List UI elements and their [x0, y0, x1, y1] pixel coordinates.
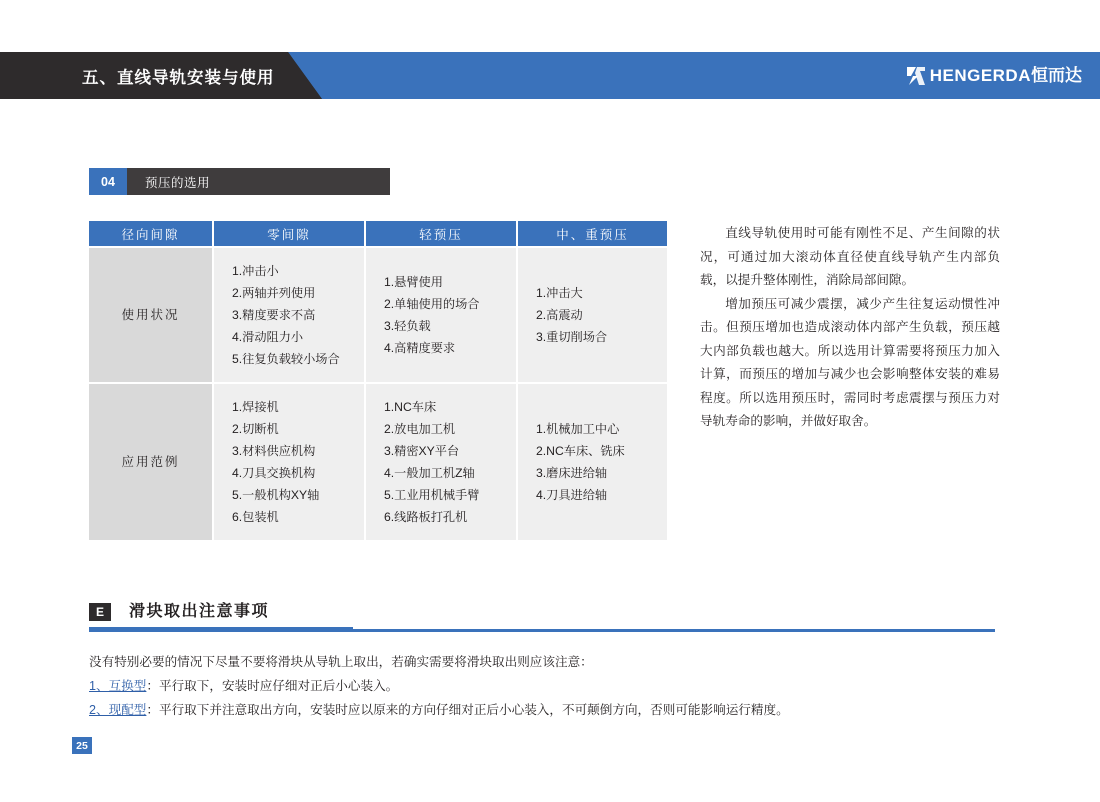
cell-line: 5.工业用机械手臂: [384, 488, 480, 502]
table-row: [89, 383, 667, 540]
table-header-cell: 径向间隙: [89, 221, 213, 247]
table-row: [89, 247, 667, 383]
note-item-2: [89, 698, 989, 722]
cell-line: 3.材料供应机构: [232, 444, 316, 458]
subsection-badge: E: [89, 603, 111, 621]
cell-line: 4.滑动阻力小: [232, 330, 304, 344]
cell-line: 4.高精度要求: [384, 341, 456, 355]
section-header-bar: [89, 168, 390, 195]
brand-logo: [905, 65, 1082, 87]
cell-line: 1.焊接机: [232, 400, 279, 414]
cell-line: 1.冲击小: [232, 264, 279, 278]
page-number: 25: [72, 737, 92, 754]
table-header-cell: 中、重预压: [517, 221, 667, 247]
cell-line: 5.往复负载较小场合: [232, 352, 340, 366]
cell-line: 4.刀具交换机构: [232, 466, 316, 480]
cell-line: 2.两轴并列使用: [232, 286, 316, 300]
cell-line: 1.悬臂使用: [384, 275, 443, 289]
cell-line: 4.一般加工机Z轴: [384, 466, 475, 480]
note-item-2-label: 2、现配型: [89, 703, 147, 717]
hengerda-logo-icon: [905, 65, 927, 87]
side-paragraph: 增加预压可减少震摆，减少产生往复运动惯性冲击。但预压增加也造成滚动体内部产生负载，预压越大内部负载也越大。所以选用计算需要将预压力加入计算，而预压的增加与减少也会影响整体安装的难易程度。所以选用预压时，需同时考虑震摆与预压力对导轨寿命的影响，并做好取舍。: [700, 296, 1000, 428]
table-header-cell: 零间隙: [213, 221, 365, 247]
table-cell: [517, 247, 667, 383]
preload-selection-table: [89, 221, 667, 540]
notes-block: [89, 650, 989, 722]
page-header: [0, 52, 1100, 99]
cell-line: 3.磨床进给轴: [536, 466, 608, 480]
cell-line: 3.精度要求不高: [232, 308, 316, 322]
cell-line: 3.轻负载: [384, 319, 431, 333]
cell-line: 2.放电加工机: [384, 422, 456, 436]
table-cell: [365, 247, 517, 383]
cell-line: 1.机械加工中心: [536, 422, 620, 436]
section-number: 04: [89, 168, 127, 195]
table-cell: [365, 383, 517, 540]
cell-line: 5.一般机构XY轴: [232, 488, 320, 502]
cell-line: 1.冲击大: [536, 286, 583, 300]
chapter-title: 五、直线导轨安装与使用: [82, 68, 275, 87]
row-label: 使用状况: [89, 247, 213, 383]
notes-intro: 没有特别必要的情况下尽量不要将滑块从导轨上取出，若确实需要将滑块取出则应该注意：: [89, 655, 593, 669]
cell-line: 6.线路板打孔机: [384, 510, 468, 524]
side-description: [700, 222, 1000, 434]
cell-line: 1.NC车床: [384, 400, 437, 414]
cell-line: 4.刀具进给轴: [536, 488, 608, 502]
brand-name-cn: 恒而达: [1031, 66, 1082, 85]
note-item-2-text: ：平行取下并注意取出方向，安装时应以原来的方向仔细对正后小心装入，不可颠倒方向，否则可能影响运行精度。: [146, 703, 789, 717]
subsection-rule-accent: [89, 627, 353, 632]
section-title: 预压的选用: [145, 175, 211, 190]
brand-name-en: HENGERDA: [929, 66, 1031, 85]
cell-line: 3.精密XY平台: [384, 444, 460, 458]
table-header-cell: 轻预压: [365, 221, 517, 247]
row-label: 应用范例: [89, 383, 213, 540]
side-paragraph: 直线导轨使用时可能有刚性不足、产生间隙的状况，可通过加大滚动体直径使直线导轨产生内部负载，以提升整体刚性，消除局部间隙。: [700, 226, 1000, 287]
table-cell: [213, 247, 365, 383]
cell-line: 2.高震动: [536, 308, 583, 322]
table-cell: [213, 383, 365, 540]
table-header-row: [89, 221, 667, 247]
cell-line: 6.包装机: [232, 510, 279, 524]
subsection-header: [89, 601, 995, 631]
cell-line: 2.单轴使用的场合: [384, 297, 480, 311]
cell-line: 2.NC车床、铣床: [536, 444, 625, 458]
cell-line: 3.重切削场合: [536, 330, 608, 344]
table-cell: [517, 383, 667, 540]
subsection-title: 滑块取出注意事项: [129, 598, 277, 621]
note-item-1-text: ：平行取下，安装时应仔细对正后小心装入。: [146, 679, 399, 693]
note-item-1: [89, 674, 989, 698]
note-item-1-label: 1、互换型: [89, 679, 147, 693]
cell-line: 2.切断机: [232, 422, 279, 436]
